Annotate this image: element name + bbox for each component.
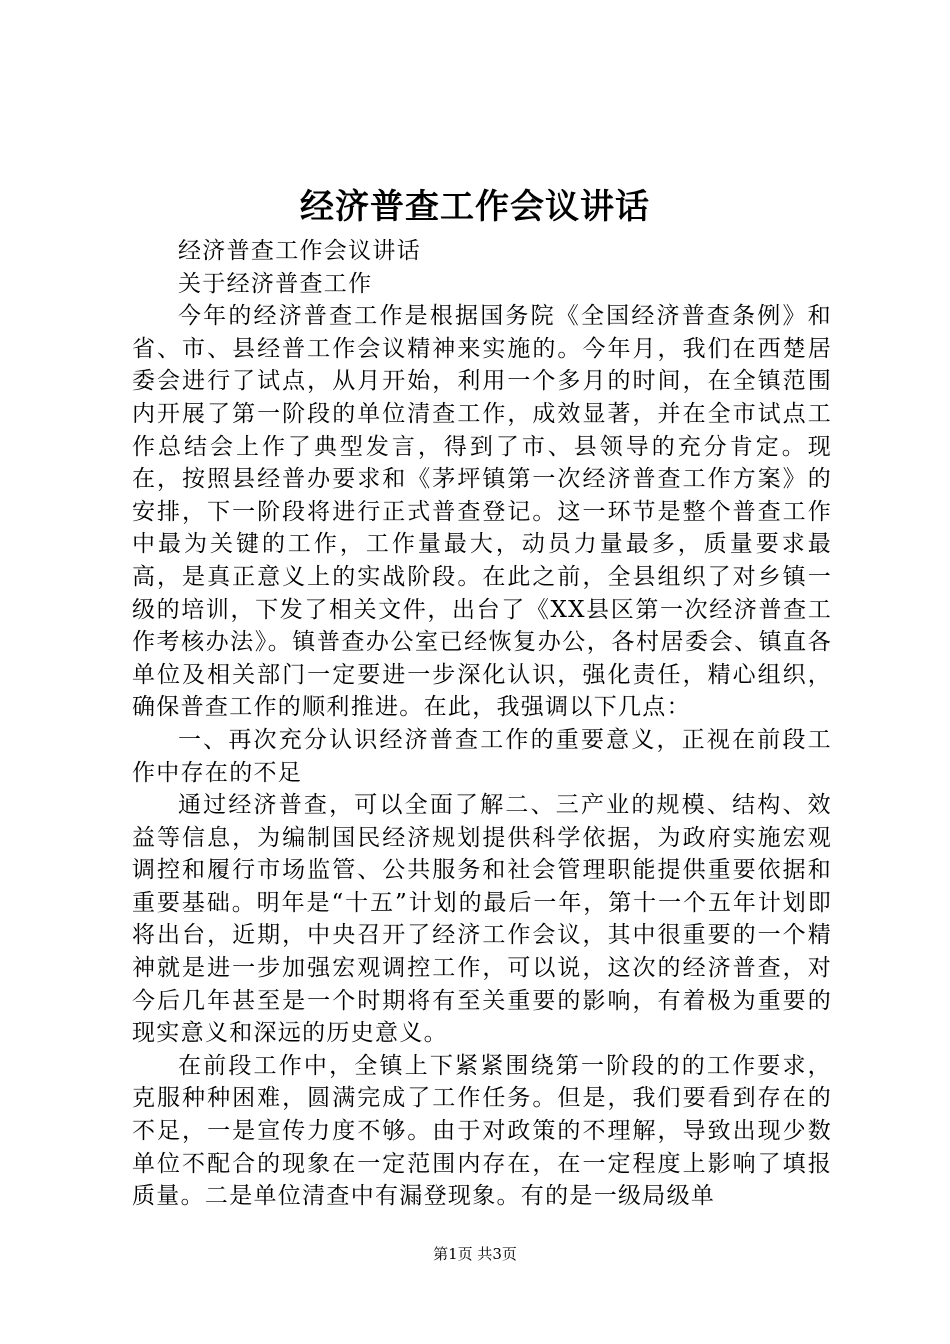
- body-paragraph: 通过经济普查，可以全面了解二、三产业的规模、结构、效益等信息，为编制国民经济规划提供科学依据，为政府实施宏观调控和履行市场监管、公共服务和社会管理职能提供重要依据和重要基础。明年是“十五”计划的最后一年，第十一个五年计划即将出台，近期，中央召开了经济工作会议，其中很重要的一个精神就是进一步加强宏观调控工作，可以说，这次的经济普查，对今后几年甚至是一个时期将有至关重要的影响，有着极为重要的现实意义和深远的历史意义。: [132, 792, 832, 1047]
- page-footer: 第1页 共3页: [433, 1245, 517, 1263]
- body-paragraph: 今年的经济普查工作是根据国务院《全国经济普查条例》和省、市、县经普工作会议精神来实施的。今年月，我们在西楚居委会进行了试点，从月开始，利用一个多月的时间，在全镇范围内开展了第一阶段的单位清查工作，成效显著，并在全市试点工作总结会上作了典型发言，得到了市、县领导的充分肯定。现在，按照县经普办要求和《茅坪镇第一次经济普查工作方案》的安排，下一阶段将进行正式普查登记。这一环节是整个普查工作中最为关键的工作，工作量最大，动员力量最多，质量要求最高，是真正意义上的实战阶段。在此之前，全县组织了对乡镇一级的培训，下发了相关文件，出台了《XX县区第一次经济普查工作考核办法》。镇普查办公室已经恢复办公，各村居委会、镇直各单位及相关部门一定要进一步深化认识，强化责任，精心组织，确保普查工作的顺利推进。在此，我强调以下几点：: [132, 303, 832, 721]
- body-paragraph: 在前段工作中，全镇上下紧紧围绕第一阶段的的工作要求，克服种种困难，圆满完成了工作任务。但是，我们要看到存在的不足，一是宣传力度不够。由于对政策的不理解，导致出现少数单位不配合的现象在一定范围内存在，在一定程度上影响了填报质量。二是单位清查中有漏登现象。有的是一级局级单: [132, 1052, 832, 1210]
- section-heading: 一、再次充分认识经济普查工作的重要意义，正视在前段工作中存在的不足: [132, 726, 832, 786]
- document-body: [132, 235, 832, 1213]
- subtitle-paragraph: 经济普查工作会议讲话: [178, 238, 421, 264]
- topic-paragraph: 关于经济普查工作: [178, 270, 373, 297]
- document-title: 经济普查工作会议讲话: [300, 187, 650, 227]
